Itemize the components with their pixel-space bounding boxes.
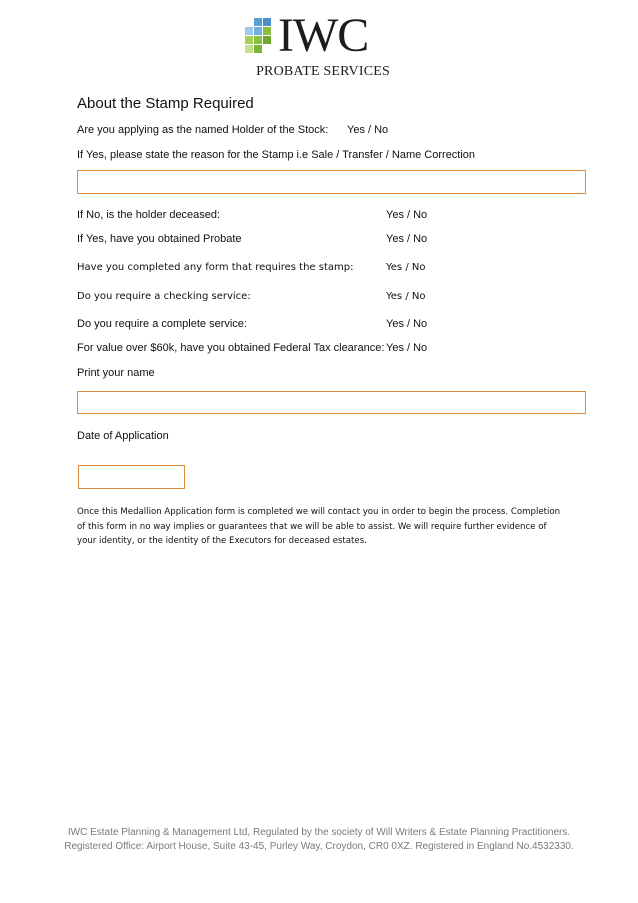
iwc-logo — [240, 9, 390, 80]
complete-question: Do you require a complete service: — [77, 318, 247, 330]
form-question: Have you completed any form that requires the stamp: — [77, 262, 354, 273]
complete-yes-no[interactable]: Yes / No — [386, 318, 428, 330]
checking-question: Do you require a checking service: — [77, 291, 251, 302]
logo-subtitle: PROBATE SERVICES — [256, 64, 390, 79]
disclaimer-note: Once this Medallion Application form is completed we will contact you in order to begin the process. Completion of this form in no way implies or guarantees that we will be able to assist. We will require further evidence of your identity, or the identity of the Executors for deceased estates. — [77, 507, 561, 546]
footer-line-1: IWC Estate Planning & Management Ltd, Regulated by the society of Will Writers & Estate Planning Practitioners. — [67, 827, 571, 838]
deceased-yes-no[interactable]: Yes / No — [386, 209, 428, 221]
form-yes-no[interactable]: Yes / No — [386, 262, 426, 273]
reason-question: If Yes, please state the reason for the Stamp i.e Sale / Transfer / Name Correction — [77, 149, 476, 161]
footer-line-2: Registered Office: Airport House, Suite 43-45, Purley Way, Croydon, CR0 0XZ. Registered in England No.4532330. — [64, 840, 574, 852]
holder-yes-no[interactable]: Yes / No — [347, 124, 389, 136]
tax-question: For value over $60k, have you obtained Federal Tax clearance: — [77, 342, 385, 354]
deceased-question: If No, is the holder deceased: — [77, 209, 221, 221]
date-label: Date of Application — [77, 430, 169, 442]
page-footer — [40, 826, 598, 853]
holder-question: Are you applying as the named Holder of the Stock: — [77, 124, 329, 136]
checking-yes-no[interactable]: Yes / No — [386, 291, 426, 302]
tax-yes-no[interactable]: Yes / No — [386, 342, 428, 354]
logo-wordmark: IWC — [278, 9, 369, 62]
date-input[interactable] — [78, 465, 185, 489]
logo-mosaic-icon — [240, 16, 280, 60]
section-heading: About the Stamp Required — [77, 95, 254, 112]
print-name-label: Print your name — [77, 367, 155, 379]
name-input[interactable] — [77, 391, 586, 414]
probate-question: If Yes, have you obtained Probate — [77, 233, 242, 245]
probate-yes-no[interactable]: Yes / No — [386, 233, 428, 245]
reason-input[interactable] — [77, 170, 586, 194]
